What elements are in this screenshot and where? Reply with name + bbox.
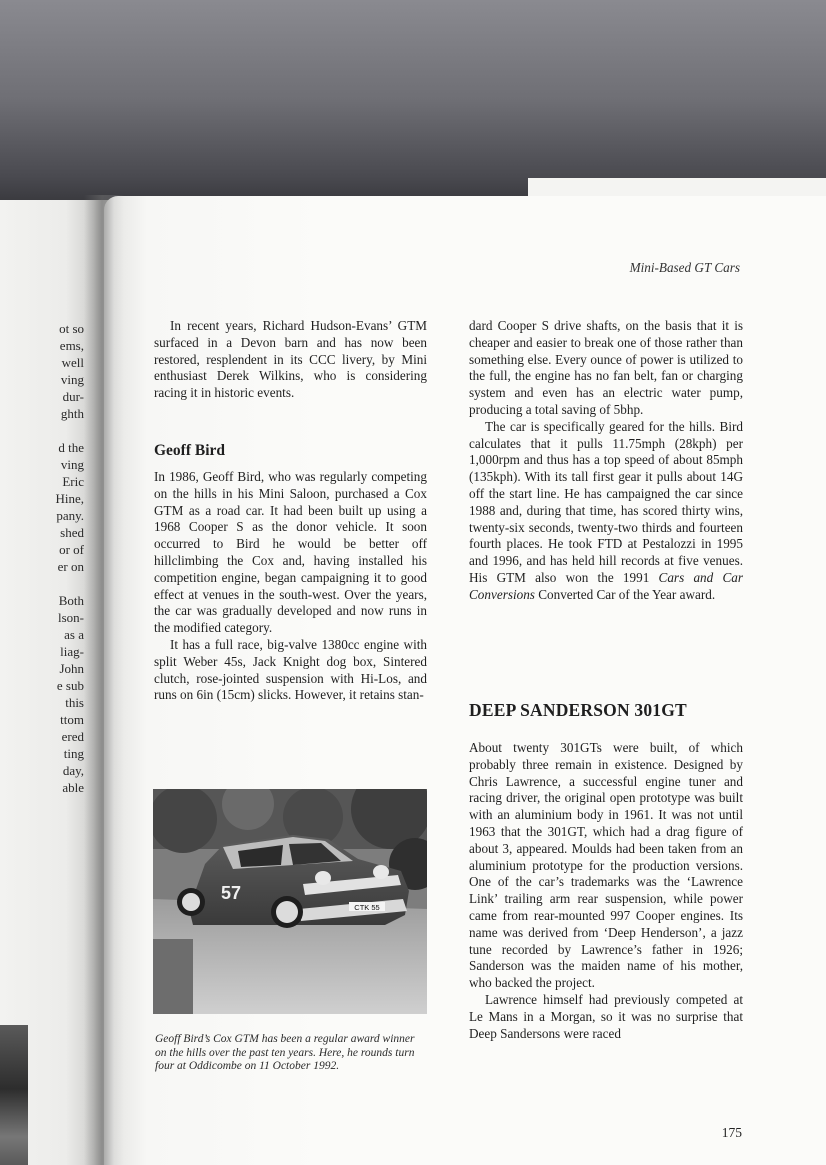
left-page-fragment: ving <box>60 457 84 472</box>
section-heading-geoff-bird: Geoff Bird <box>154 442 226 459</box>
left-page-fragment: able <box>62 780 84 795</box>
left-page-fragment: Eric <box>62 474 84 489</box>
race-number: 57 <box>221 883 242 903</box>
left-page-fragment: ems, <box>59 338 84 353</box>
left-page-fragment: ot so <box>59 321 84 336</box>
left-page-fragment: dur- <box>62 389 84 404</box>
left-page-photo-fragment <box>0 1025 28 1165</box>
left-page-fragment: this <box>65 695 84 710</box>
left-page-fragment: e sub <box>56 678 84 693</box>
left-column-body <box>154 469 427 704</box>
left-column <box>154 318 427 402</box>
left-page-fragment: Hine, <box>55 491 84 506</box>
left-page-fragment: or of <box>59 542 84 557</box>
number-plate: CTK 55 <box>354 903 380 912</box>
deep-sanderson-paragraph-1: About twenty 301GTs were built, of which probably three remain in existence. Designed by Chris Lawrence, a successful engine tuner and racing driver, the original open prototype was built with an aluminium body in 1961. It was not until 1963 that the 301GT, which had a drag figure of about 3, appeared. Moulds had been taken from an aluminium prototype for the production versions. One of the car’s trademarks was the ‘Lawrence Link’ trailing arm rear suspension, while power came from rear-mounted 997 Cooper engines. Its name was derived from ‘Deep Henderson’, a jazz tune recorded by Lawrence’s father in 1926; Sanderson was the maiden name of his mother, who backed the project. <box>469 740 743 991</box>
left-page-fragment: John <box>59 661 84 676</box>
left-page-fragment: d the <box>58 440 84 455</box>
cox-gtm-image <box>153 789 427 1014</box>
right-column <box>469 318 743 604</box>
left-page-fragment: ghth <box>60 406 84 421</box>
right-column-body <box>469 740 743 1042</box>
book-gutter <box>84 195 124 1165</box>
section-heading-deep-sanderson: DEEP SANDERSON 301GT <box>469 700 687 720</box>
deep-sanderson-paragraph-2: Lawrence himself had previously competed at Le Mans in a Morgan, so it was no surprise that Deep Sandersons were raced <box>469 991 743 1041</box>
photo-caption: Geoff Bird’s Cox GTM has been a regular award winner on the hills over the past ten years. Here, he rounds turn four at Oddicombe on 11 October 1992. <box>155 1033 415 1072</box>
running-head: Mini-Based GT Cars <box>629 260 740 275</box>
left-page-fragment: as a <box>64 627 84 642</box>
left-page-fragment: lson- <box>58 610 84 625</box>
magazine-title: Cars and Car Conversions <box>469 569 743 602</box>
left-page-fragment: pany. <box>56 508 84 523</box>
left-page-fragment: ered <box>61 729 84 744</box>
intro-paragraph: In recent years, Richard Hudson-Evans’ GTM surfaced in a Devon barn and has now been restored, resplendent in its CCC livery, by Mini enthusiast Derek Wilkins, who is considering racing it in historic events. <box>154 318 427 401</box>
gearing-paragraph: The car is specifically geared for the hills. Bird calculates that it pulls 11.75mph (28kph) per 1,000rpm and thus has a top speed of about 85mph (135kph). With its tall first gear it pulls about 14G off the start line. He has campaigned the car since 1988 and, during that time, has scored thirty wins, twenty-six seconds, twenty-two thirds and fourteen fourth places. He took FTD at Pestalozzi in 1995 and 1996, and has held hill records at five venues. His GTM also won the 1991 Cars and Car Conversions Converted Car of the Year award. <box>469 418 743 602</box>
car-photo <box>153 789 427 1014</box>
left-page-fragment: er on <box>57 559 84 574</box>
left-page-fragment: day, <box>62 763 84 778</box>
left-page-fragment: well <box>61 355 84 370</box>
left-page-fragment: ting <box>63 746 84 761</box>
left-page-fragment: Both <box>58 593 84 608</box>
left-page-fragment: ving <box>60 372 84 387</box>
page-number: 175 <box>721 1125 742 1140</box>
left-page-fragment: ttom <box>60 712 84 727</box>
bird-paragraph-1: In 1986, Geoff Bird, who was regularly competing on the hills in his Mini Saloon, purchased a Cox GTM as a road car. It had been built up using a 1968 Cooper S as the donor vehicle. It soon occurred to Bird he would be better off hillclimbing the Cox and, having installed his competition engine, began campaigning it to good effect at venues in the south-west. Over the years, the car was gradually developed and now runs in the modified category. <box>154 469 427 636</box>
drive-shafts-paragraph: dard Cooper S drive shafts, on the basis that it is cheaper and easier to break one of those rather than something else. Every ounce of power is utilized to the full, the engine has no fan belt, fan or charging system and even has an electric water pump, producing a total saving of 5bhp. <box>469 318 743 417</box>
bird-paragraph-2: It has a full race, big-valve 1380cc engine with split Weber 45s, Jack Knight dog box, Sintered clutch, rose-jointed suspension with Hi-Los, and runs on 6in (15cm) slicks. However, it retains stan- <box>154 636 427 703</box>
left-page-fragment: shed <box>60 525 84 540</box>
left-page-fragment: liag- <box>60 644 84 659</box>
